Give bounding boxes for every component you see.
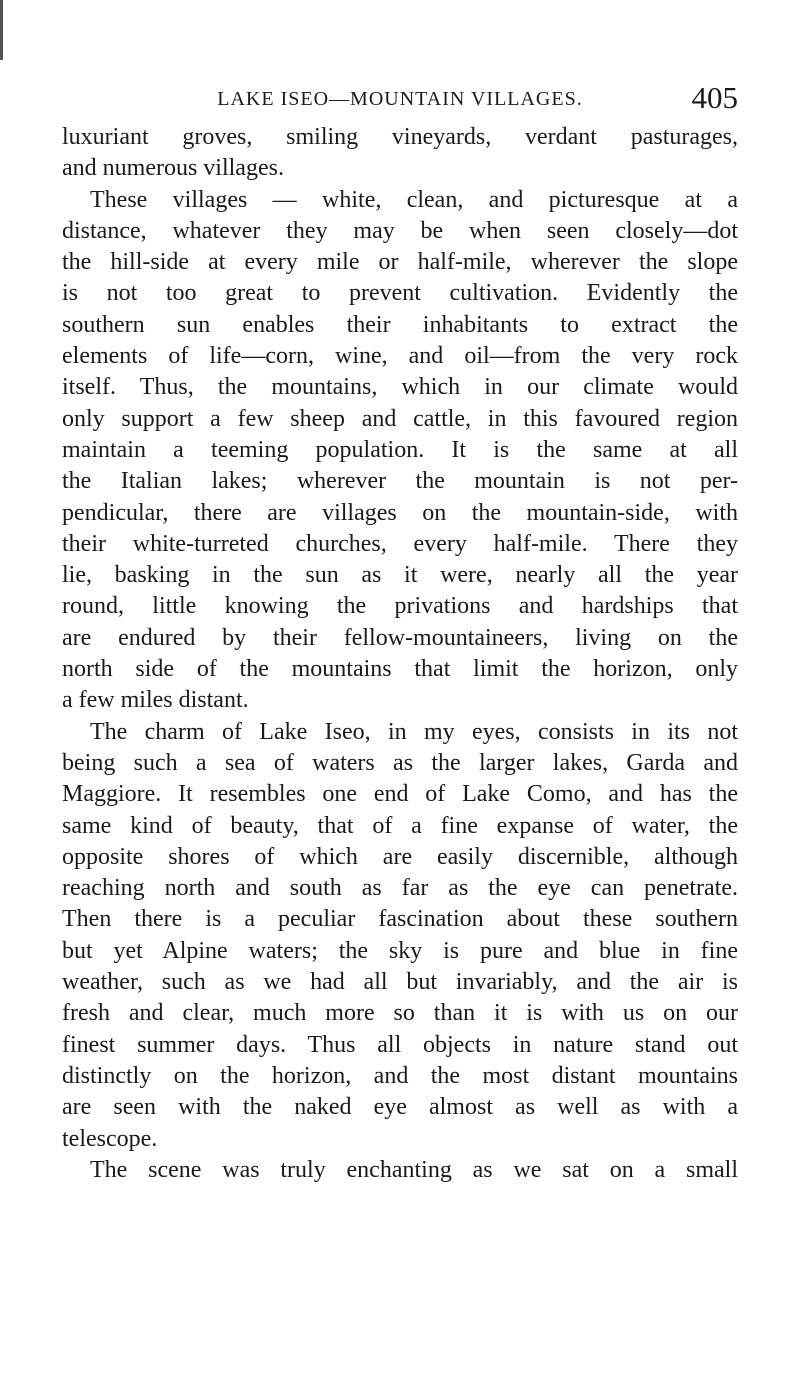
running-head <box>62 78 738 118</box>
text-line: the hill-side at every mile or half-mile, wherever the slope <box>62 249 738 276</box>
running-title: LAKE ISEO—MOUNTAIN VILLAGES. <box>217 88 583 110</box>
text-line: same kind of beauty, that of a fine expanse of water, the <box>62 812 738 839</box>
text-line: Maggiore. It resembles one end of Lake Como, and has the <box>62 781 738 808</box>
page-number: 405 <box>691 80 738 115</box>
text-line: elements of life—corn, wine, and oil—from the very rock <box>62 343 738 370</box>
page-binding-edge <box>0 0 3 60</box>
text-line: weather, such as we had all but invariably, and the air is <box>62 969 738 996</box>
text-line: finest summer days. Thus all objects in nature stand out <box>62 1031 738 1058</box>
text-line: distance, whatever they may be when seen closely—dot <box>62 217 738 244</box>
text-line: north side of the mountains that limit the horizon, only <box>62 656 738 683</box>
text-line: the Italian lakes; wherever the mountain is not per- <box>62 468 738 495</box>
text-line: is not too great to prevent cultivation. Evidently the <box>62 280 738 307</box>
text-line: The charm of Lake Iseo, in my eyes, consists in its not <box>90 718 738 745</box>
book-page <box>62 78 738 1186</box>
text-line: southern sun enables their inhabitants to extract the <box>62 311 738 338</box>
text-line: pendicular, there are villages on the mountain-side, with <box>62 499 738 526</box>
text-line: telescope. <box>62 1125 158 1152</box>
text-line: opposite shores of which are easily discernible, although <box>62 843 738 870</box>
text-line: lie, basking in the sun as it were, nearly all the year <box>62 562 738 589</box>
text-line: distinctly on the horizon, and the most distant mountains <box>62 1062 738 1089</box>
text-line: only support a few sheep and cattle, in this favoured region <box>62 405 738 432</box>
text-line: are endured by their fellow-mountaineers, living on the <box>62 624 738 651</box>
text-line: fresh and clear, much more so than it is with us on our <box>62 1000 738 1027</box>
text-line: itself. Thus, the mountains, which in our climate would <box>62 374 738 401</box>
text-line: their white-turreted churches, every half-mile. There they <box>62 530 738 557</box>
text-line: a few miles distant. <box>62 687 249 714</box>
text-line: and numerous villages. <box>62 155 284 182</box>
text-line: luxuriant groves, smiling vineyards, verdant pasturages, <box>62 124 738 150</box>
text-line: being such a sea of waters as the larger lakes, Garda and <box>62 749 738 776</box>
text-line: but yet Alpine waters; the sky is pure and blue in fine <box>62 937 738 964</box>
text-line: round, little knowing the privations and hardships that <box>62 593 738 620</box>
text-line: These villages — white, clean, and picturesque at a <box>90 186 738 213</box>
text-line: Then there is a peculiar fascination about these southern <box>62 906 738 933</box>
text-line: maintain a teeming population. It is the same at all <box>62 436 738 463</box>
text-line: reaching north and south as far as the eye can penetrate. <box>62 875 738 902</box>
text-line: are seen with the naked eye almost as well as with a <box>62 1094 738 1121</box>
body-text <box>62 122 738 1186</box>
text-line: The scene was truly enchanting as we sat on a small <box>90 1156 738 1183</box>
